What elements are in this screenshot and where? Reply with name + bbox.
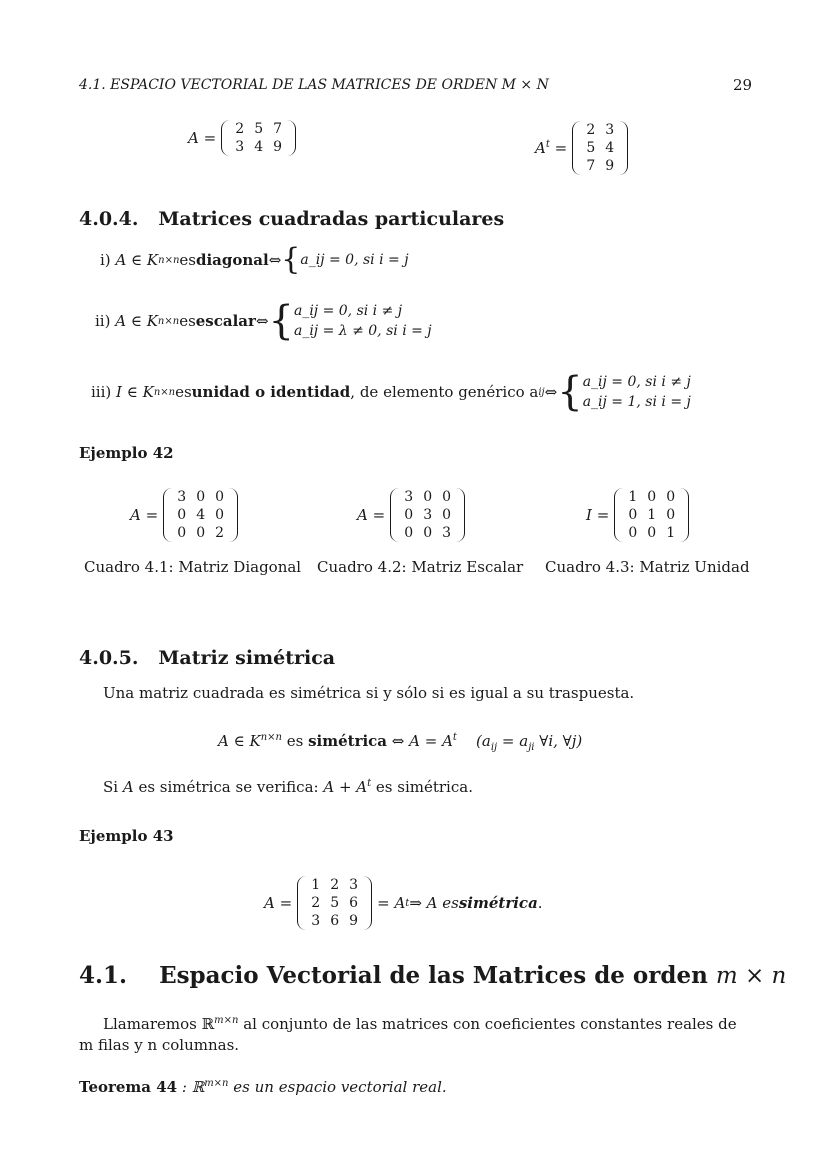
caption-diagonal: Cuadro 4.1: Matriz Diagonal (84, 558, 302, 576)
matrix-diagonal: A = 3 0 0 0 4 0 0 0 2 (130, 484, 238, 546)
symmetric-definition: A ∈ $K^{n\times n}$ es simétrica ⇔ $A = A^t$ ($a_{ij} = a_{ji}$ ∀i, ∀j) (218, 732, 583, 753)
matrix-unidad: I = 1 0 0 0 1 0 0 0 1 (586, 484, 689, 546)
matrix-At-3x2 (535, 116, 628, 180)
example-43-label: Ejemplo 43 (79, 827, 174, 845)
matrix-escalar: A = 3 0 0 0 3 0 0 0 3 (357, 484, 465, 546)
caption-escalar: Cuadro 4.2: Matriz Escalar (317, 558, 524, 576)
page-number: 29 (733, 76, 753, 94)
theorem-44: Teorema 44 : ℝ$^{m\times n}$ es un espacio vectorial real. (79, 1078, 447, 1096)
section-heading-41: 4.1. Espacio Vectorial de las Matrices de orden m × n (79, 962, 787, 989)
space-paragraph: Llamaremos ℝ$^{m\times n}$ al conjunto de las matrices con coeficientes constantes reales de m filas y n columnas. (79, 1015, 737, 1054)
definition-diagonal: i) A ∈ K n×n es diagonal ⇔ { a_ij = 0, si i = j (100, 242, 409, 277)
matrix-symmetric-example: A = 1 2 3 2 5 6 3 6 9 = A t ⇒ A es simétrica . (264, 877, 543, 929)
caption-unidad: Cuadro 4.3: Matriz Unidad (545, 558, 750, 576)
symmetric-property: Si A es simétrica se verifica: $A + A^t$ es simétrica. (103, 778, 473, 796)
section-heading-404: 4.0.4. Matrices cuadradas particulares (79, 208, 505, 230)
definition-escalar: ii) A ∈ K n×n es escalar ⇔ { a_ij = 0, si i ≠ j a_ij = λ ≠ 0, si i = j (95, 298, 432, 344)
running-header: 4.1. ESPACIO VECTORIAL DE LAS MATRICES DE ORDEN M × N (79, 77, 549, 93)
definition-identidad: iii) I ∈ K n×n es unidad o identidad , de elemento genérico a ij ⇔ { a_ij = 0, si i ≠ j a_ij = 1, si i = j (91, 369, 691, 415)
example-42-label: Ejemplo 42 (79, 444, 174, 462)
symmetric-intro: Una matriz cuadrada es simétrica si y sólo si es igual a su traspuesta. (103, 684, 635, 702)
matrix-body: 2 5 7 3 4 9 (221, 120, 296, 156)
matrix-A-2x3 (188, 117, 296, 159)
matrix-lhs: A = (188, 129, 217, 147)
matrix-lhs: $A^t$ = (535, 139, 568, 157)
section-heading-405: 4.0.5. Matriz simétrica (79, 647, 336, 669)
matrix-body: 2 3 5 4 7 9 (572, 121, 628, 175)
